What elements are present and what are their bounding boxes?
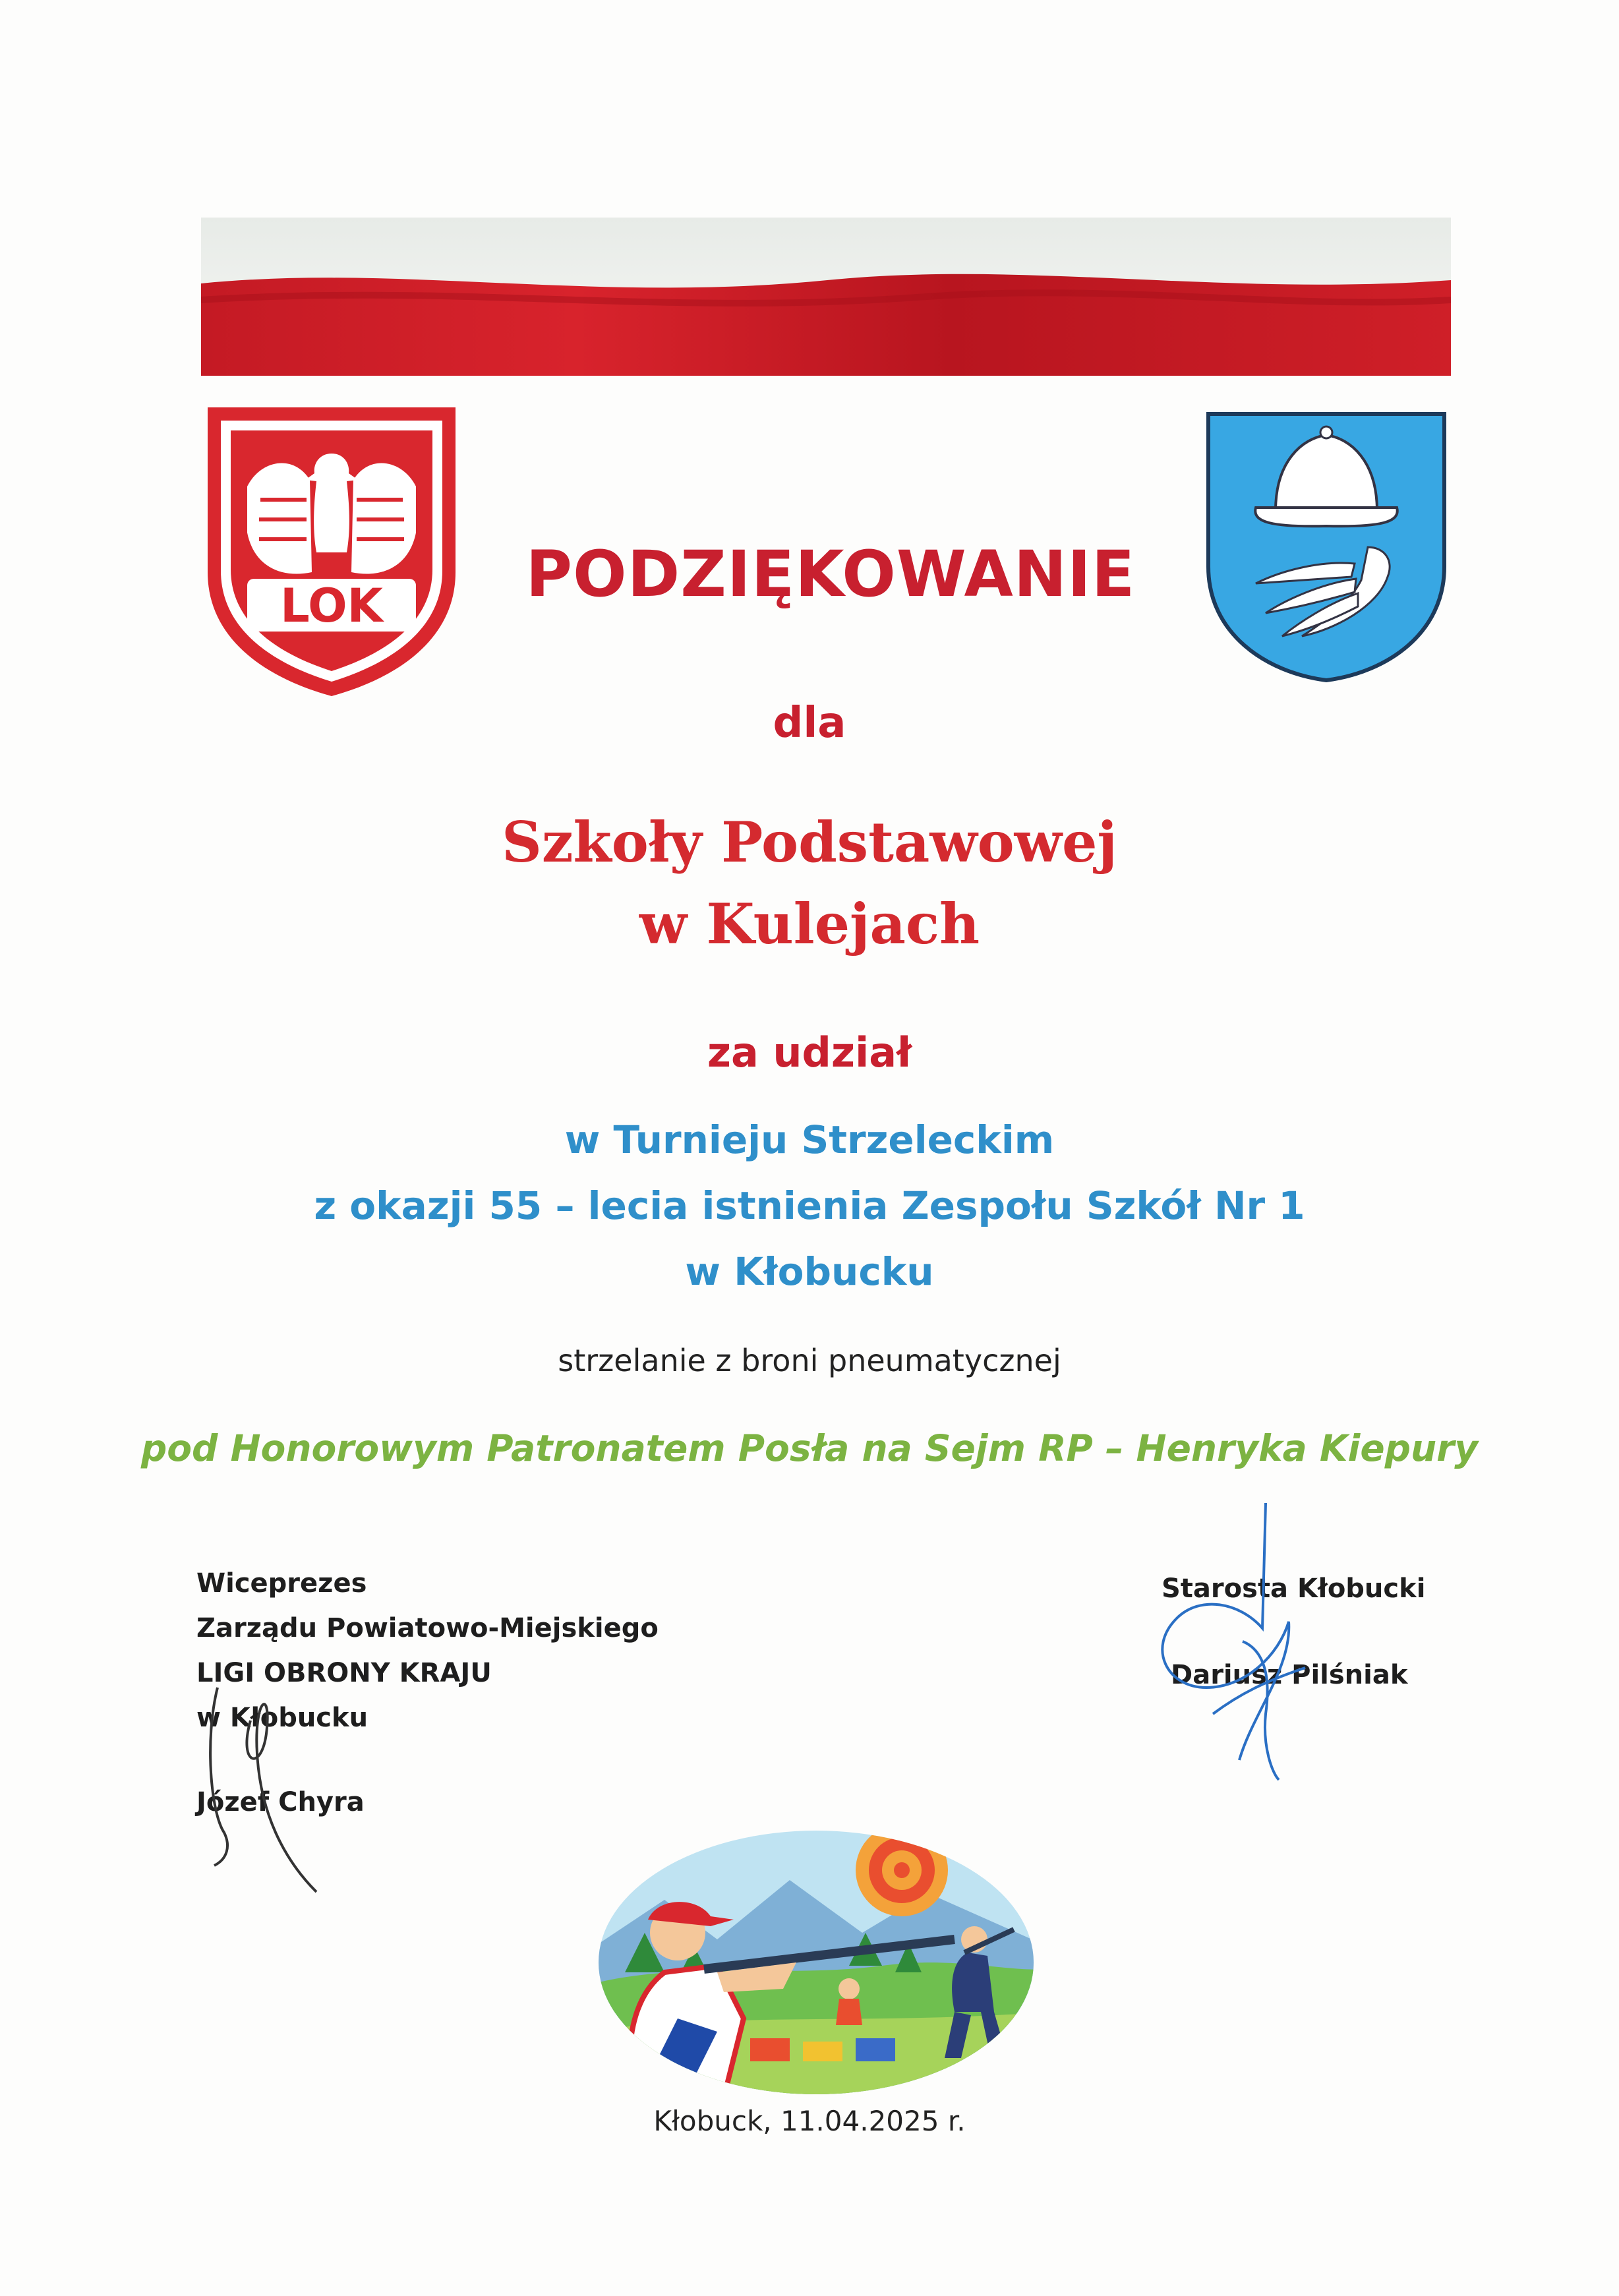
left-handwritten-signature-icon [191,1661,402,1899]
right-handwritten-signature-icon [1114,1496,1332,1786]
lok-eagle-emblem-icon [201,401,462,701]
klobuck-county-coat-of-arms-icon [1203,409,1450,686]
recipient-line-2: w Kulejach [639,891,980,957]
recipient-line-1: Szkoły Podstawowej [502,809,1117,875]
right-signatory-title: Starosta Kłobucki [1162,1574,1426,1604]
patronage-text: pod Honorowym Patronatem Posła na Sejm RP – Henryka Kiepury [140,1427,1479,1469]
left-signatory-line: w Kłobucku [196,1703,368,1733]
shooting-sports-illustration-icon [585,1821,1047,2098]
for-word: dla [773,699,846,748]
reason-line-1: w Turnieju Strzeleckim [564,1117,1055,1162]
reason-line-2: z okazji 55 – lecia istnienia Zespołu Szkół Nr 1 [314,1183,1305,1228]
left-signatory-line: Wiceprezes [196,1568,367,1599]
lok-emblem-text: LOK [280,579,383,633]
document-title: PODZIĘKOWANIE [525,537,1136,611]
left-signatory-line: Zarządu Powiatowo-Miejskiego [196,1613,659,1643]
left-signatory-name: Józef Chyra [196,1787,365,1817]
reason-intro: za udział [707,1028,912,1076]
polish-flag-banner [201,218,1451,376]
discipline-text: strzelanie z broni pneumatycznej [558,1343,1061,1378]
right-signatory-name: Dariusz Pilśniak [1171,1660,1408,1690]
left-signatory-line: LIGI OBRONY KRAJU [196,1658,492,1688]
reason-line-3: w Kłobucku [685,1249,934,1294]
place-and-date: Kłobuck, 11.04.2025 r. [653,2105,966,2137]
